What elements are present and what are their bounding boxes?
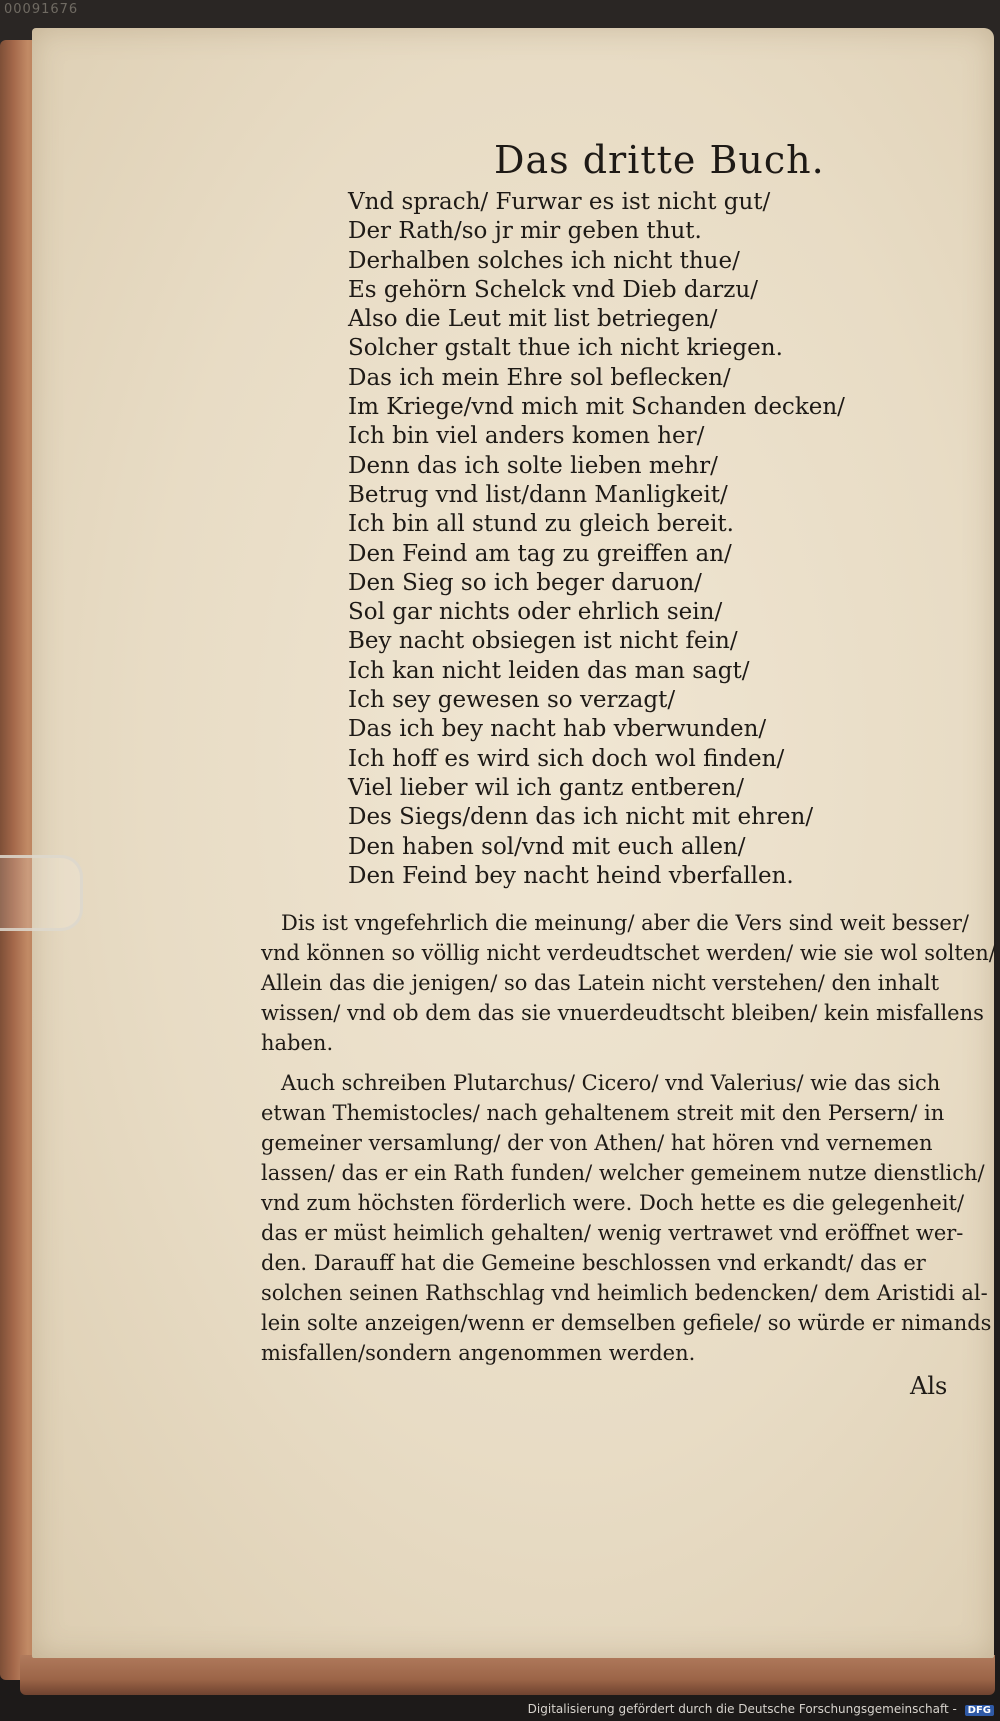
verse-line: Den Feind bey nacht heind vberfallen. bbox=[348, 862, 794, 889]
prose-line: misfallen/sondern angenommen werden. bbox=[261, 1341, 696, 1365]
credit-text: Digitalisierung gefördert durch die Deutsche Forschungsgemeinschaft - bbox=[527, 1702, 957, 1716]
verse-line: Ich hoff es wird sich doch wol finden/ bbox=[348, 745, 785, 772]
digitization-credit bbox=[528, 1702, 994, 1716]
verse-line: Der Rath/so jr mir geben thut. bbox=[348, 218, 702, 245]
verse-line: Den Sieg so ich beger daruon/ bbox=[348, 569, 702, 596]
prose-line: vnd zum höchsten förderlich were. Doch hette es die gelegenheit/ bbox=[261, 1191, 965, 1215]
verse-line: Derhalben solches ich nicht thue/ bbox=[348, 247, 740, 274]
verse-line: Den haben sol/vnd mit euch allen/ bbox=[348, 833, 746, 860]
verse-line: Denn das ich solte lieben mehr/ bbox=[348, 452, 718, 479]
prose-line: den. Darauff hat die Gemeine beschlossen vnd erkandt/ das er bbox=[261, 1251, 926, 1275]
verse-line: Ich sey gewesen so verzagt/ bbox=[348, 687, 676, 714]
prose-line: wissen/ vnd ob dem das sie vnuerdeudtscht bleiben/ kein misfallens bbox=[261, 1001, 984, 1025]
prose-line: Auch schreiben Plutarchus/ Cicero/ vnd Valerius/ wie das sich bbox=[281, 1071, 941, 1095]
prose-line: Dis ist vngefehrlich die meinung/ aber die Vers sind weit besser/ bbox=[281, 911, 969, 935]
paragraph-2 bbox=[261, 1068, 992, 1368]
verse-block bbox=[348, 188, 908, 891]
page-clip bbox=[0, 855, 83, 931]
verse-line: Sol gar nichts oder ehrlich sein/ bbox=[348, 599, 723, 626]
verse-line: Solcher gstalt thue ich nicht kriegen. bbox=[348, 335, 783, 362]
prose-line: lassen/ das er ein Rath funden/ welcher gemeinem nutze dienstlich/ bbox=[261, 1161, 985, 1185]
verse-line: Das ich bey nacht hab vberwunden/ bbox=[348, 716, 767, 743]
prose-line: gemeiner versamlung/ der von Athen/ hat hören vnd vernemen bbox=[261, 1131, 933, 1155]
scan-id-label: 00091676 bbox=[4, 2, 79, 17]
verse-line: Betrug vnd list/dann Manligkeit/ bbox=[348, 481, 728, 508]
verse-line: Viel lieber wil ich gantz entberen/ bbox=[348, 774, 744, 801]
verse-line: Im Kriege/vnd mich mit Schanden decken/ bbox=[348, 394, 845, 421]
verse-line: Es gehörn Schelck vnd Dieb darzu/ bbox=[348, 276, 758, 303]
prose-line: etwan Themistocles/ nach gehaltenem streit mit den Persern/ in bbox=[261, 1101, 945, 1125]
paragraph-1 bbox=[261, 908, 996, 1058]
verse-line: Den Feind am tag zu greiffen an/ bbox=[348, 540, 732, 567]
dfg-logo: DFG bbox=[965, 1705, 994, 1716]
verse-line: Das ich mein Ehre sol beflecken/ bbox=[348, 364, 731, 391]
prose-line: lein solte anzeigen/wenn er demselben gefiele/ so würde er nimands bbox=[261, 1311, 992, 1335]
verse-line: Ich kan nicht leiden das man sagt/ bbox=[348, 657, 750, 684]
verse-line: Also die Leut mit list betriegen/ bbox=[348, 306, 718, 333]
prose-line: solchen seinen Rathschlag vnd heimlich bedencken/ dem Aristidi al- bbox=[261, 1281, 988, 1305]
book-bottom-edge bbox=[20, 1655, 995, 1695]
prose-line: haben. bbox=[261, 1031, 334, 1055]
verse-line: Vnd sprach/ Furwar es ist nicht gut/ bbox=[348, 189, 771, 215]
verse-line: Ich bin viel anders komen her/ bbox=[348, 423, 705, 450]
verse-line: Bey nacht obsiegen ist nicht fein/ bbox=[348, 628, 738, 655]
running-header: Das dritte Buch. bbox=[494, 138, 825, 182]
verse-line: Ich bin all stund zu gleich bereit. bbox=[348, 511, 734, 538]
catchword: Als bbox=[910, 1372, 948, 1400]
verse-line: Des Siegs/denn das ich nicht mit ehren/ bbox=[348, 804, 814, 831]
prose-line: vnd können so völlig nicht verdeudtschet werden/ wie sie wol solten/ bbox=[261, 941, 996, 965]
prose-line: das er müst heimlich gehalten/ wenig vertrawet vnd eröffnet wer- bbox=[261, 1221, 964, 1245]
prose-line: Allein das die jenigen/ so das Latein nicht verstehen/ den inhalt bbox=[261, 971, 940, 995]
